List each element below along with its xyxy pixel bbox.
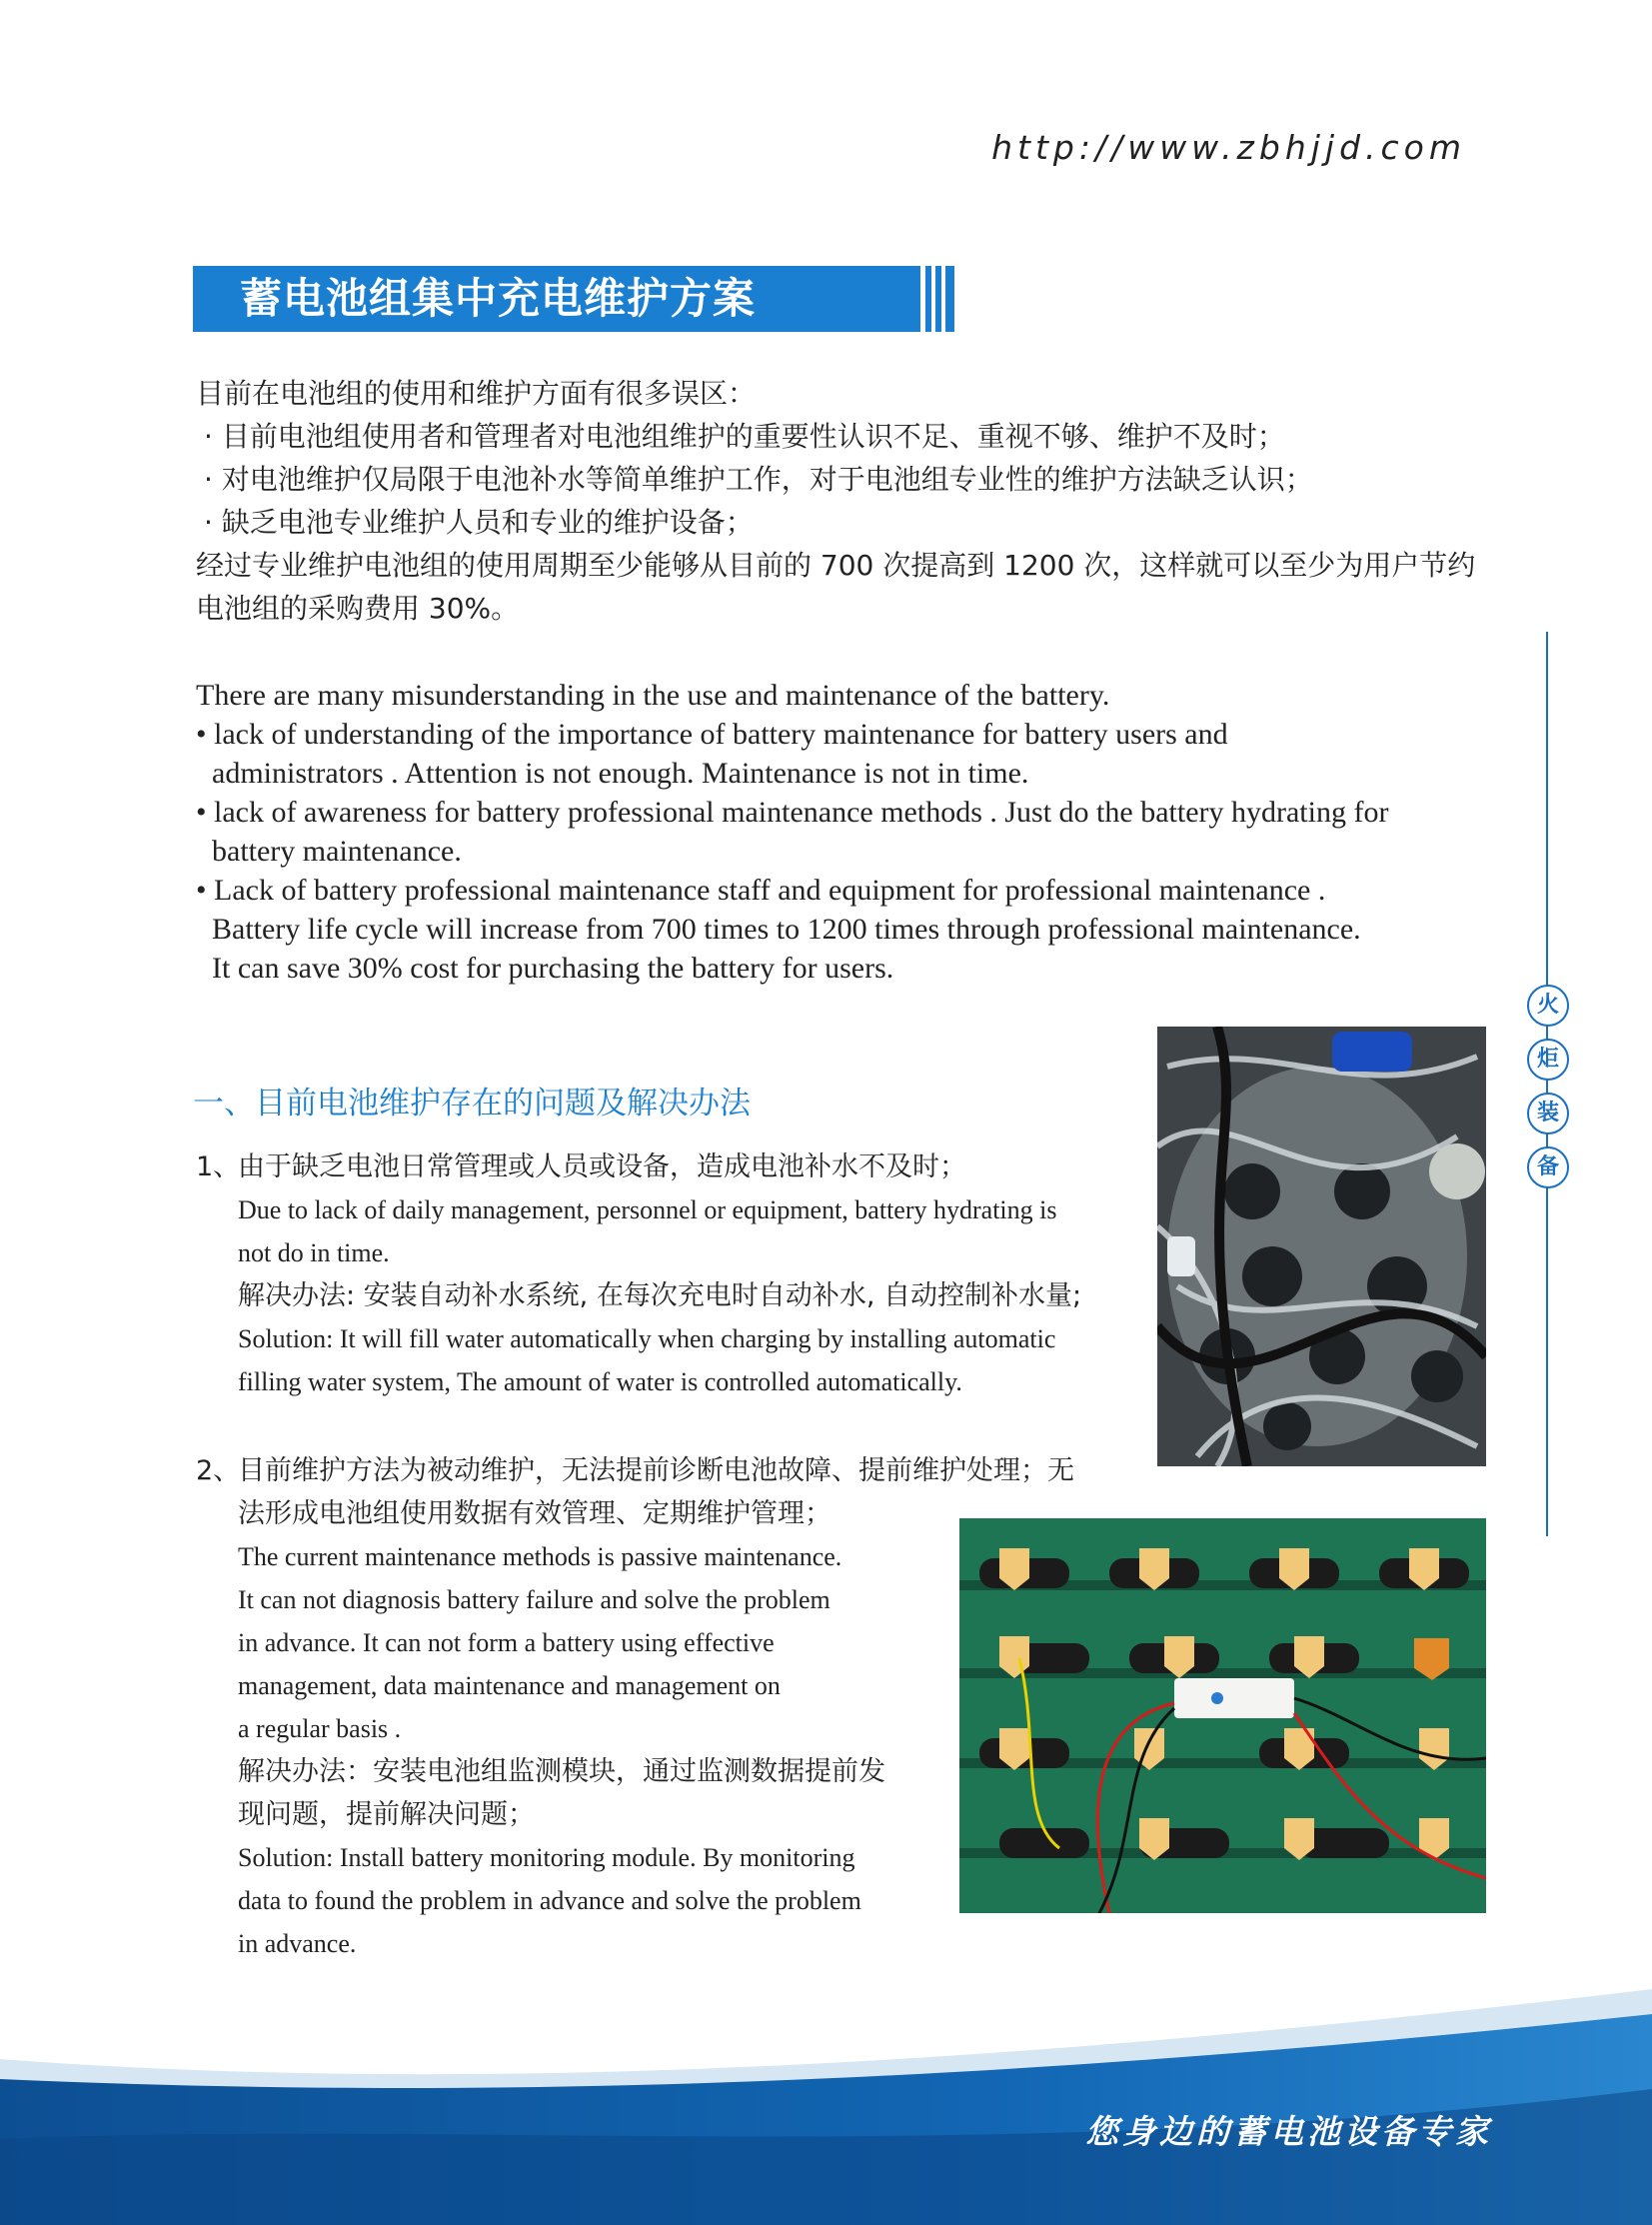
- problem-en: The current maintenance methods is passive maintenance.: [238, 1542, 842, 1571]
- intro-cn-line: 经过专业维护电池组的使用周期至少能够从目前的 700 次提高到 1200 次，这样就可以至少为用户节约: [196, 549, 1476, 582]
- item-number: 1、: [196, 1151, 241, 1182]
- banner-stripe: [925, 266, 931, 332]
- intro-english: [196, 676, 1505, 988]
- intro-en-line: administrators . Attention is not enough. Maintenance is not in time.: [212, 757, 1029, 790]
- intro-cn-bullet: · 缺乏电池专业维护人员和专业的维护设备；: [204, 506, 754, 539]
- problem-en: not do in time.: [238, 1238, 390, 1267]
- side-tab-char: 火: [1527, 985, 1569, 1027]
- problem-en: a regular basis .: [238, 1714, 402, 1743]
- solution-en: in advance.: [238, 1929, 357, 1958]
- intro-cn-bullet: · 目前电池组使用者和管理者对电池组维护的重要性认识不足、重视不够、维护不及时；: [204, 420, 1285, 453]
- solution-cn: 解决办法：安装电池组监测模块，通过监测数据提前发: [238, 1756, 885, 1787]
- banner-stripe: [935, 266, 941, 332]
- problem-cn: 由于缺乏电池日常管理或人员或设备，造成电池补水不及时；: [238, 1151, 966, 1182]
- problem-en: management, data maintenance and management on: [238, 1671, 781, 1700]
- intro-en-line: Battery life cycle will increase from 700 times to 1200 times through professional maintenance.: [212, 913, 1361, 946]
- side-tab-char: 炬: [1527, 1039, 1569, 1081]
- intro-cn-bullet: · 对电池维护仅局限于电池补水等简单维护工作，对于电池组专业性的维护方法缺乏认识；: [204, 463, 1313, 496]
- problem-en: Due to lack of daily management, personnel or equipment, battery hydrating is: [238, 1195, 1057, 1224]
- solution-cn: 现问题，提前解决问题；: [238, 1799, 535, 1830]
- intro-chinese: [196, 372, 1495, 630]
- website-url: http://www.zbhjjd.com: [991, 128, 1466, 167]
- problem-en: It can not diagnosis battery failure and solve the problem: [238, 1585, 830, 1614]
- page-title: 蓄电池组集中充电维护方案: [240, 274, 757, 323]
- intro-en-line: It can save 30% cost for purchasing the battery for users.: [212, 952, 894, 985]
- solution-cn: 解决办法: 安装自动补水系统, 在每次充电时自动补水, 自动控制补水量;: [238, 1280, 1082, 1311]
- battery-watering-photo: [1157, 1027, 1486, 1466]
- problem-cn: 目前维护方法为被动维护，无法提前诊断电池故障、提前维护处理；无: [238, 1455, 1074, 1486]
- item-number: 2、: [196, 1455, 241, 1486]
- intro-en-line: battery maintenance.: [212, 835, 462, 868]
- item-body: [238, 1449, 1074, 1965]
- problem-en: in advance. It can not form a battery using effective: [238, 1628, 775, 1657]
- side-tab-char: 备: [1527, 1146, 1569, 1188]
- intro-en-bullet: • Lack of battery professional maintenance staff and equipment for professional maintenance .: [196, 874, 1326, 907]
- section-heading: 一、目前电池维护存在的问题及解决办法: [193, 1086, 751, 1121]
- solution-en: Solution: It will fill water automatically when charging by installing automatic: [238, 1324, 1056, 1353]
- side-divider-line: [1546, 632, 1548, 1536]
- intro-cn-line: 电池组的采购费用 30%。: [196, 592, 520, 625]
- intro-en-bullet: • lack of awareness for battery professional maintenance methods . Just do the battery hydrating for: [196, 796, 1389, 829]
- battery-monitoring-photo: [959, 1518, 1486, 1913]
- intro-en-line: There are many misunderstanding in the use and maintenance of the battery.: [196, 679, 1110, 712]
- footer-slogan: 您身边的蓄电池设备专家: [1085, 2112, 1492, 2151]
- problem-item-2: [196, 1449, 1074, 1965]
- problem-item-1: [196, 1145, 1081, 1403]
- intro-en-bullet: • lack of understanding of the importance of battery maintenance for battery users and: [196, 718, 1228, 751]
- intro-cn-line: 目前在电池组的使用和维护方面有很多误区：: [196, 377, 757, 410]
- solution-en: Solution: Install battery monitoring module. By monitoring: [238, 1843, 855, 1872]
- side-tab-char: 装: [1527, 1093, 1569, 1134]
- item-body: [238, 1145, 1081, 1403]
- solution-en: filling water system, The amount of water is controlled automatically.: [238, 1367, 962, 1396]
- footer-wave: [0, 1969, 1652, 2225]
- problem-cn: 法形成电池组使用数据有效管理、定期维护管理；: [238, 1498, 831, 1529]
- solution-en: data to found the problem in advance and solve the problem: [238, 1886, 861, 1915]
- banner-stripe: [945, 266, 954, 332]
